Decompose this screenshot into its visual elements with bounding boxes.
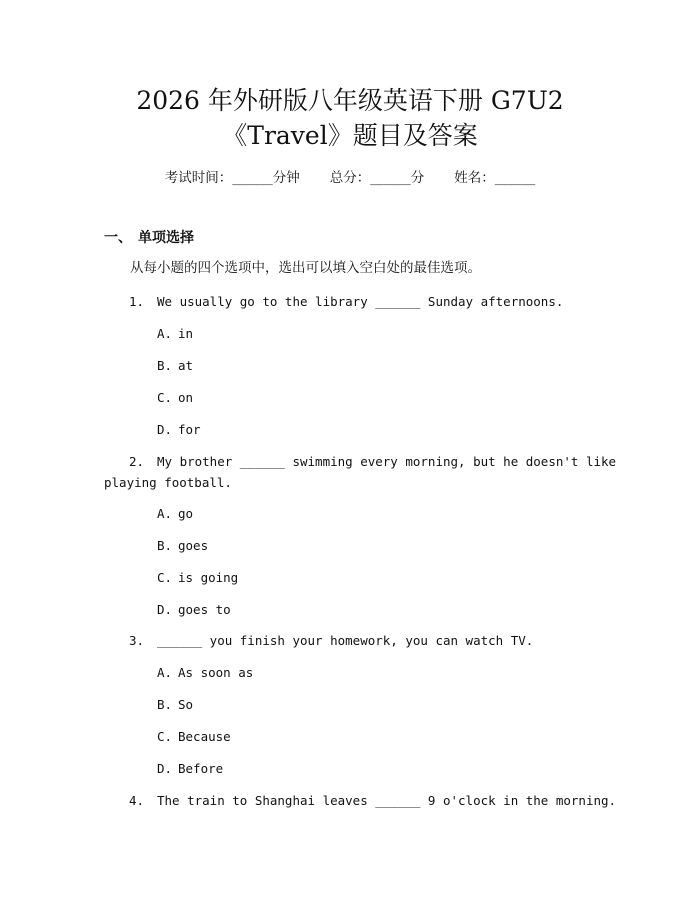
option-text: Because [178, 729, 231, 744]
option-d [157, 600, 231, 620]
option-c [157, 568, 238, 588]
option-text: is going [178, 570, 239, 585]
option-text: goes to [178, 602, 231, 617]
option-text: on [178, 390, 194, 405]
exam-time: 考试时间：______分钟 [164, 170, 300, 186]
question-text: My brother ______ swimming every morning, but he doesn't like [157, 454, 617, 469]
option-letter: C. [157, 729, 173, 744]
option-a [157, 663, 253, 683]
question-text: ______ you finish your homework, you can watch TV. [157, 633, 534, 648]
option-letter: D. [157, 422, 173, 437]
option-b [157, 536, 208, 556]
option-text: for [178, 422, 201, 437]
option-letter: A. [157, 326, 173, 341]
exam-name: 姓名：______ [454, 170, 536, 186]
option-letter: B. [157, 538, 173, 553]
option-a [157, 324, 193, 344]
option-d [157, 420, 201, 440]
section-number: 一、 [104, 230, 132, 246]
option-text: So [178, 697, 194, 712]
option-text: at [178, 358, 194, 373]
question-number: 1. [129, 294, 145, 309]
option-text: As soon as [178, 665, 254, 680]
option-text: goes [178, 538, 209, 553]
option-b [157, 695, 193, 715]
section-instruction: 从每小题的四个选项中，选出可以填入空白处的最佳选项。 [130, 260, 481, 276]
question-text-continued: playing football. [104, 475, 232, 490]
document-title-line-1: 2026 年外研版八年级英语下册 G7U2 [136, 86, 564, 115]
option-a [157, 504, 193, 524]
exam-score: 总分：______分 [329, 170, 425, 186]
question-number: 2. [129, 454, 145, 469]
option-letter: A. [157, 665, 173, 680]
section-heading [104, 228, 194, 248]
option-letter: B. [157, 697, 173, 712]
option-letter: D. [157, 761, 173, 776]
option-c [157, 388, 193, 408]
exam-info [0, 168, 700, 188]
option-letter: D. [157, 602, 173, 617]
option-letter: C. [157, 390, 173, 405]
option-text: in [178, 326, 194, 341]
option-letter: B. [157, 358, 173, 373]
option-text: go [178, 506, 194, 521]
option-c [157, 727, 231, 747]
question-number: 3. [129, 633, 145, 648]
question-text: We usually go to the library ______ Sunday afternoons. [157, 294, 564, 309]
question-text: The train to Shanghai leaves ______ 9 o'clock in the morning. [157, 793, 617, 808]
section-title: 单项选择 [138, 230, 194, 246]
document-title-line-2: 《Travel》题目及答案 [222, 121, 478, 150]
option-letter: A. [157, 506, 173, 521]
option-letter: C. [157, 570, 173, 585]
question-number: 4. [129, 793, 145, 808]
option-b [157, 356, 193, 376]
option-d [157, 759, 223, 779]
option-text: Before [178, 761, 224, 776]
